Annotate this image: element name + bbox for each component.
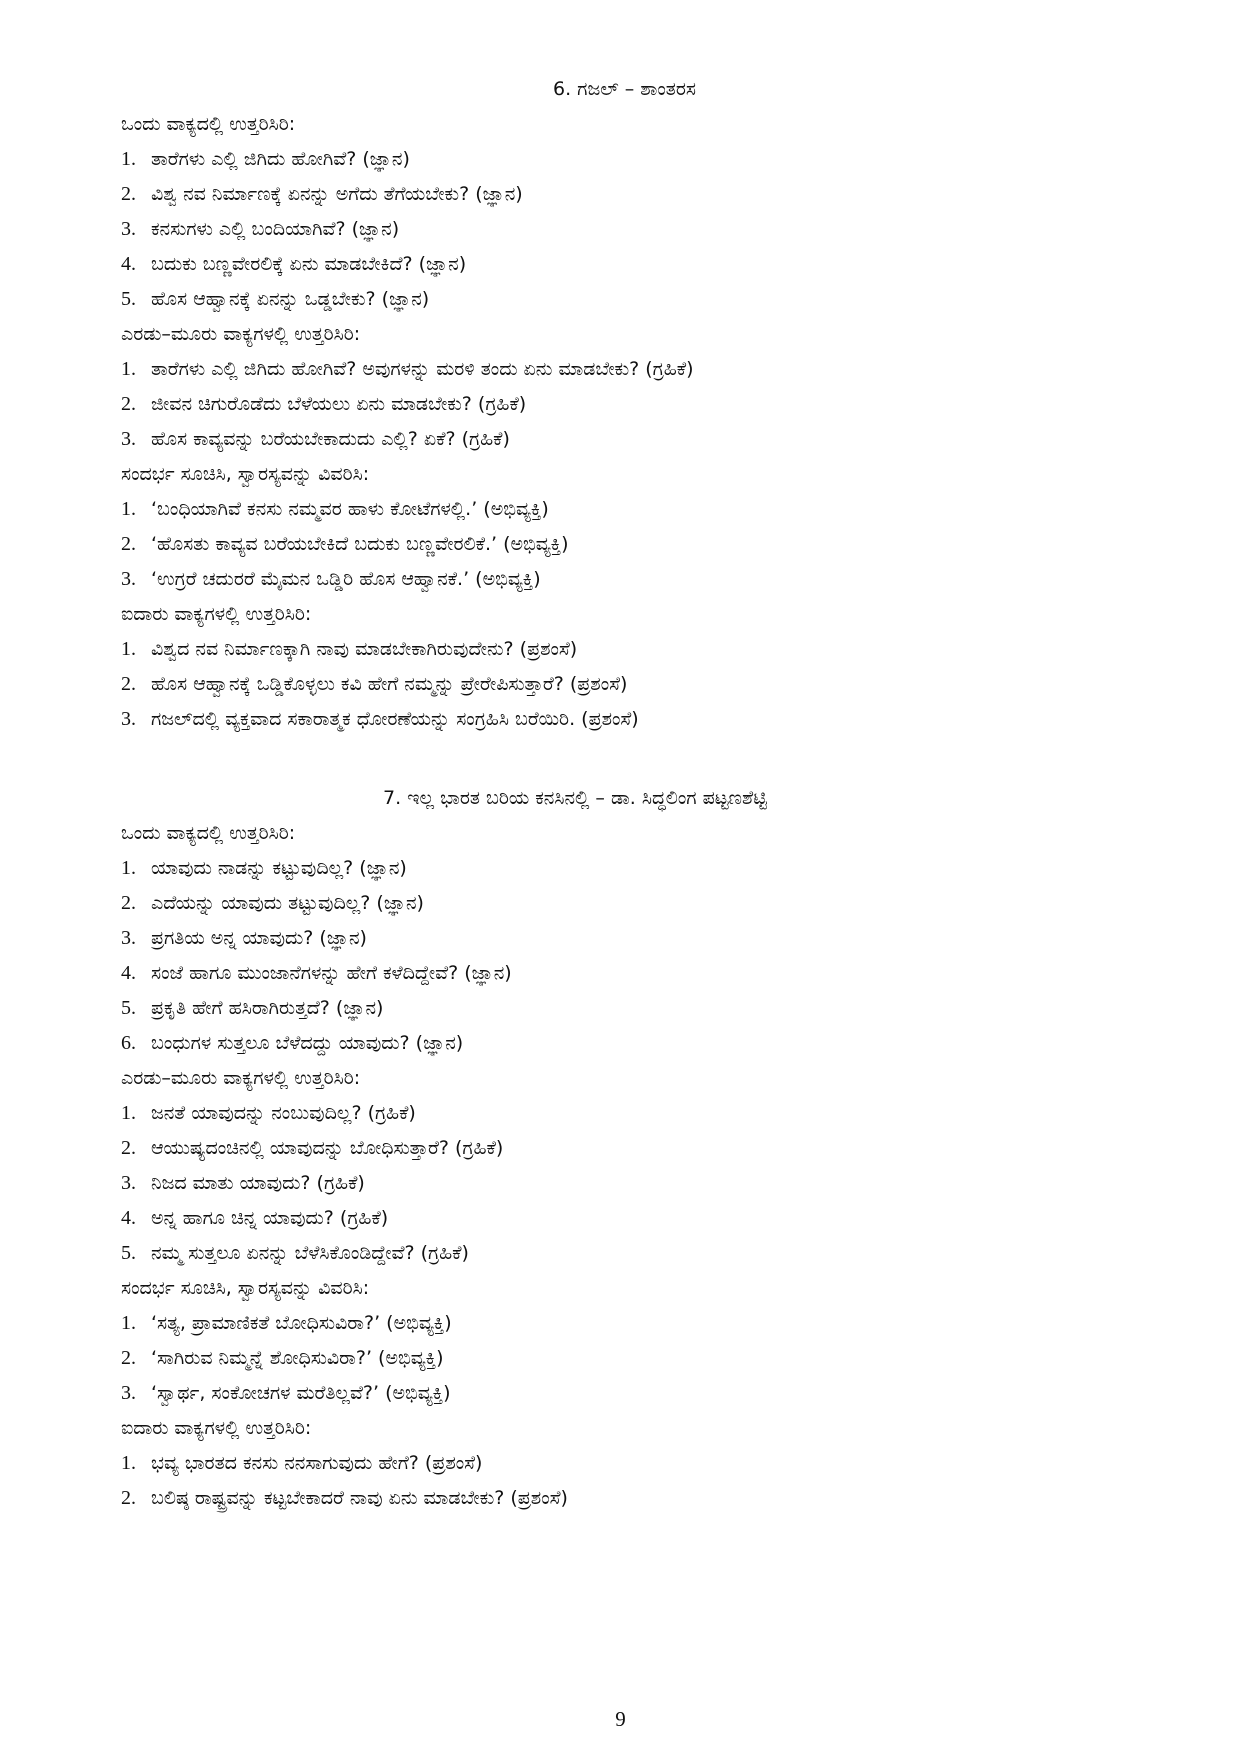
question-text: ಜೀವನ ಚಿಗುರೊಡೆದು ಬೆಳೆಯಲು ಏನು ಮಾಡಬೇಕು? (ಗ್ರಹಿಕೆ) <box>151 393 527 415</box>
question-number: 4. <box>121 253 136 275</box>
question-text: ‘ಹೊಸತು ಕಾವ್ಯವ ಬರೆಯಬೇಕಿದೆ ಬದುಕು ಬಣ್ಣವೇರಲಿಕೆ.’ (ಅಭಿವ್ಯಕ್ತಿ) <box>151 533 569 555</box>
question-item <box>121 1166 1121 1201</box>
question-number: 2. <box>121 393 136 415</box>
question-text: ‘ಸ್ವಾರ್ಥ, ಸಂಕೋಚಗಳ ಮರೆತಿಲ್ಲವೆ?’ (ಅಭಿವ್ಯಕ್ತಿ) <box>151 1382 451 1404</box>
question-number: 3. <box>121 568 136 590</box>
question-item <box>121 851 1121 886</box>
question-item <box>121 387 1121 422</box>
question-group-heading: ಐದಾರು ವಾಕ್ಯಗಳಲ್ಲಿ ಉತ್ತರಿಸಿರಿ: <box>121 1417 312 1439</box>
question-text: ಆಯುಷ್ಯದಂಚಿನಲ್ಲಿ ಯಾವುದನ್ನು ಬೋಧಿಸುತ್ತಾರೆ? (ಗ್ರಹಿಕೆ) <box>151 1137 504 1159</box>
question-item <box>121 921 1121 956</box>
question-text: ‘ಸತ್ಯ, ಪ್ರಾಮಾಣಿಕತೆ ಬೋಧಿಸುವಿರಾ?’ (ಅಭಿವ್ಯಕ್ತಿ) <box>151 1312 452 1334</box>
section-title: 6. ಗಜಲ್ – ಶಾಂತರಸ <box>553 78 697 100</box>
question-item <box>121 702 1121 737</box>
question-number: 3. <box>121 1382 136 1404</box>
question-number: 1. <box>121 148 136 170</box>
question-text: ಪ್ರಕೃತಿ ಹೇಗೆ ಹಸಿರಾಗಿರುತ್ತದೆ? (ಜ್ಞಾನ) <box>151 997 384 1019</box>
question-number: 3. <box>121 708 136 730</box>
question-item <box>121 991 1121 1026</box>
question-item <box>121 177 1121 212</box>
question-text: ನಮ್ಮ ಸುತ್ತಲೂ ಏನನ್ನು ಬೆಳೆಸಿಕೊಂಡಿದ್ದೇವೆ? (ಗ್ರಹಿಕೆ) <box>151 1242 469 1264</box>
question-group-heading: ಸಂದರ್ಭ ಸೂಚಿಸಿ, ಸ್ವಾರಸ್ಯವನ್ನು ವಿವರಿಸಿ: <box>121 463 370 485</box>
question-item <box>121 1376 1121 1411</box>
question-number: 1. <box>121 1452 136 1474</box>
question-number: 3. <box>121 1172 136 1194</box>
question-number: 3. <box>121 428 136 450</box>
question-number: 6. <box>121 1032 136 1054</box>
question-number: 2. <box>121 1137 136 1159</box>
question-item <box>121 1306 1121 1341</box>
question-item <box>121 1201 1121 1236</box>
question-number: 2. <box>121 1487 136 1509</box>
question-text: ಬಲಿಷ್ಠ ರಾಷ್ಟ್ರವನ್ನು ಕಟ್ಟಬೇಕಾದರೆ ನಾವು ಏನು ಮಾಡಬೇಕು? (ಪ್ರಶಂಸೆ) <box>151 1487 568 1509</box>
question-group-heading: ಎರಡು–ಮೂರು ವಾಕ್ಯಗಳಲ್ಲಿ ಉತ್ತರಿಸಿರಿ: <box>121 323 361 345</box>
question-text: ತಾರೆಗಳು ಎಲ್ಲಿ ಜಿಗಿದು ಹೋಗಿವೆ? (ಜ್ಞಾನ) <box>151 148 410 170</box>
question-item <box>121 1026 1121 1061</box>
question-text: ಬಂಧುಗಳ ಸುತ್ತಲೂ ಬೆಳೆದದ್ದು ಯಾವುದು? (ಜ್ಞಾನ) <box>151 1032 464 1054</box>
question-text: ವಿಶ್ವದ ನವ ನಿರ್ಮಾಣಕ್ಕಾಗಿ ನಾವು ಮಾಡಬೇಕಾಗಿರುವುದೇನು? (ಪ್ರಶಂಸೆ) <box>151 638 578 660</box>
question-text: ಹೊಸ ಕಾವ್ಯವನ್ನು ಬರೆಯಬೇಕಾದುದು ಎಲ್ಲಿ? ಏಕೆ? (ಗ್ರಹಿಕೆ) <box>151 428 510 450</box>
page-content <box>121 72 1121 1516</box>
question-item <box>121 492 1121 527</box>
question-item <box>121 247 1121 282</box>
question-text: ಅನ್ನ ಹಾಗೂ ಚಿನ್ನ ಯಾವುದು? (ಗ್ರಹಿಕೆ) <box>151 1207 389 1229</box>
question-item <box>121 1481 1121 1516</box>
question-number: 2. <box>121 673 136 695</box>
question-number: 5. <box>121 997 136 1019</box>
question-text: ಎದೆಯನ್ನು ಯಾವುದು ತಟ್ಟುವುದಿಲ್ಲ? (ಜ್ಞಾನ) <box>151 892 424 914</box>
question-text: ಹೊಸ ಆಹ್ವಾನಕ್ಕೆ ಒಡ್ಡಿಕೊಳ್ಳಲು ಕವಿ ಹೇಗೆ ನಮ್ಮನ್ನು ಪ್ರೇರೇಪಿಸುತ್ತಾರೆ? (ಪ್ರಶಂಸೆ) <box>151 673 628 695</box>
question-text: ಯಾವುದು ನಾಡನ್ನು ಕಟ್ಟುವುದಿಲ್ಲ? (ಜ್ಞಾನ) <box>151 857 407 879</box>
question-text: ಹೊಸ ಆಹ್ವಾನಕ್ಕೆ ಏನನ್ನು ಒಡ್ಡಬೇಕು? (ಜ್ಞಾನ) <box>151 288 430 310</box>
question-item <box>121 562 1121 597</box>
question-text: ‘ಬಂಧಿಯಾಗಿವೆ ಕನಸು ನಮ್ಮವರ ಹಾಳು ಕೋಟೆಗಳಲ್ಲಿ.’ (ಅಭಿವ್ಯಕ್ತಿ) <box>151 498 549 520</box>
question-item <box>121 527 1121 562</box>
question-group-heading: ಒಂದು ವಾಕ್ಯದಲ್ಲಿ ಉತ್ತರಿಸಿರಿ: <box>121 113 296 135</box>
question-item <box>121 212 1121 247</box>
page-number: 9 <box>615 1707 626 1731</box>
question-number: 1. <box>121 358 136 380</box>
question-text: ಬದುಕು ಬಣ್ಣವೇರಲಿಕ್ಕೆ ಏನು ಮಾಡಬೇಕಿದೆ? (ಜ್ಞಾನ) <box>151 253 467 275</box>
question-item <box>121 422 1121 457</box>
question-number: 2. <box>121 892 136 914</box>
question-number: 1. <box>121 638 136 660</box>
question-number: 2. <box>121 183 136 205</box>
question-number: 4. <box>121 1207 136 1229</box>
question-number: 1. <box>121 498 136 520</box>
question-item <box>121 667 1121 702</box>
question-item <box>121 282 1121 317</box>
question-text: ತಾರೆಗಳು ಎಲ್ಲಿ ಜಿಗಿದು ಹೋಗಿವೆ? ಅವುಗಳನ್ನು ಮರಳಿ ತಂದು ಏನು ಮಾಡಬೇಕು? (ಗ್ರಹಿಕೆ) <box>151 358 694 380</box>
question-item <box>121 1341 1121 1376</box>
question-number: 4. <box>121 962 136 984</box>
question-item <box>121 632 1121 667</box>
question-number: 1. <box>121 1312 136 1334</box>
question-text: ವಿಶ್ವ ನವ ನಿರ್ಮಾಣಕ್ಕೆ ಏನನ್ನು ಅಗೆದು ತೆಗೆಯಬೇಕು? (ಜ್ಞಾನ) <box>151 183 523 205</box>
question-group-heading: ಒಂದು ವಾಕ್ಯದಲ್ಲಿ ಉತ್ತರಿಸಿರಿ: <box>121 822 296 844</box>
question-number: 5. <box>121 1242 136 1264</box>
question-item <box>121 1131 1121 1166</box>
question-text: ‘ಸಾಗಿರುವ ನಿಮ್ಮನ್ನೆ ಶೋಧಿಸುವಿರಾ?’ (ಅಭಿವ್ಯಕ್ತಿ) <box>151 1347 444 1369</box>
question-number: 3. <box>121 927 136 949</box>
question-number: 3. <box>121 218 136 240</box>
question-number: 1. <box>121 857 136 879</box>
question-number: 1. <box>121 1102 136 1124</box>
question-text: ಪ್ರಗತಿಯ ಅನ್ನ ಯಾವುದು? (ಜ್ಞಾನ) <box>151 927 367 949</box>
section-gazal <box>121 72 1121 737</box>
question-number: 2. <box>121 1347 136 1369</box>
section-illa-bharata <box>121 781 1121 1516</box>
question-item <box>121 886 1121 921</box>
question-item <box>121 352 1121 387</box>
question-item <box>121 1096 1121 1131</box>
question-group-heading: ಸಂದರ್ಭ ಸೂಚಿಸಿ, ಸ್ವಾರಸ್ಯವನ್ನು ವಿವರಿಸಿ: <box>121 1277 370 1299</box>
question-number: 5. <box>121 288 136 310</box>
section-title: 7. ಇಲ್ಲ ಭಾರತ ಬರಿಯ ಕನಸಿನಲ್ಲಿ – ಡಾ. ಸಿದ್ಧಲಿಂಗ ಪಟ್ಟಣಶೆಟ್ಟಿ <box>383 787 767 809</box>
question-item <box>121 142 1121 177</box>
question-text: ಸಂಜೆ ಹಾಗೂ ಮುಂಜಾನೆಗಳನ್ನು ಹೇಗೆ ಕಳೆದಿದ್ದೇವೆ? (ಜ್ಞಾನ) <box>151 962 512 984</box>
question-text: ಕನಸುಗಳು ಎಲ್ಲಿ ಬಂದಿಯಾಗಿವೆ? (ಜ್ಞಾನ) <box>151 218 400 240</box>
question-text: ನಿಜದ ಮಾತು ಯಾವುದು? (ಗ್ರಹಿಕೆ) <box>151 1172 365 1194</box>
question-text: ಗಜಲ್‌ದಲ್ಲಿ ವ್ಯಕ್ತವಾದ ಸಕಾರಾತ್ಮಕ ಧೋರಣೆಯನ್ನು ಸಂಗ್ರಹಿಸಿ ಬರೆಯಿರಿ. (ಪ್ರಶಂಸೆ) <box>151 708 639 730</box>
question-group-heading: ಐದಾರು ವಾಕ್ಯಗಳಲ್ಲಿ ಉತ್ತರಿಸಿರಿ: <box>121 603 312 625</box>
question-number: 2. <box>121 533 136 555</box>
question-item <box>121 1446 1121 1481</box>
question-item <box>121 1236 1121 1271</box>
question-text: ಜನತೆ ಯಾವುದನ್ನು ನಂಬುವುದಿಲ್ಲ? (ಗ್ರಹಿಕೆ) <box>151 1102 416 1124</box>
question-group-heading: ಎರಡು–ಮೂರು ವಾಕ್ಯಗಳಲ್ಲಿ ಉತ್ತರಿಸಿರಿ: <box>121 1067 361 1089</box>
question-text: ‘ಉಗ್ರರೆ ಚದುರರೆ ಮೈಮನ ಒಡ್ಡಿರಿ ಹೊಸ ಆಹ್ವಾನಕೆ.’ (ಅಭಿವ್ಯಕ್ತಿ) <box>151 568 541 590</box>
question-item <box>121 956 1121 991</box>
question-text: ಭವ್ಯ ಭಾರತದ ಕನಸು ನನಸಾಗುವುದು ಹೇಗೆ? (ಪ್ರಶಂಸೆ) <box>151 1452 483 1474</box>
